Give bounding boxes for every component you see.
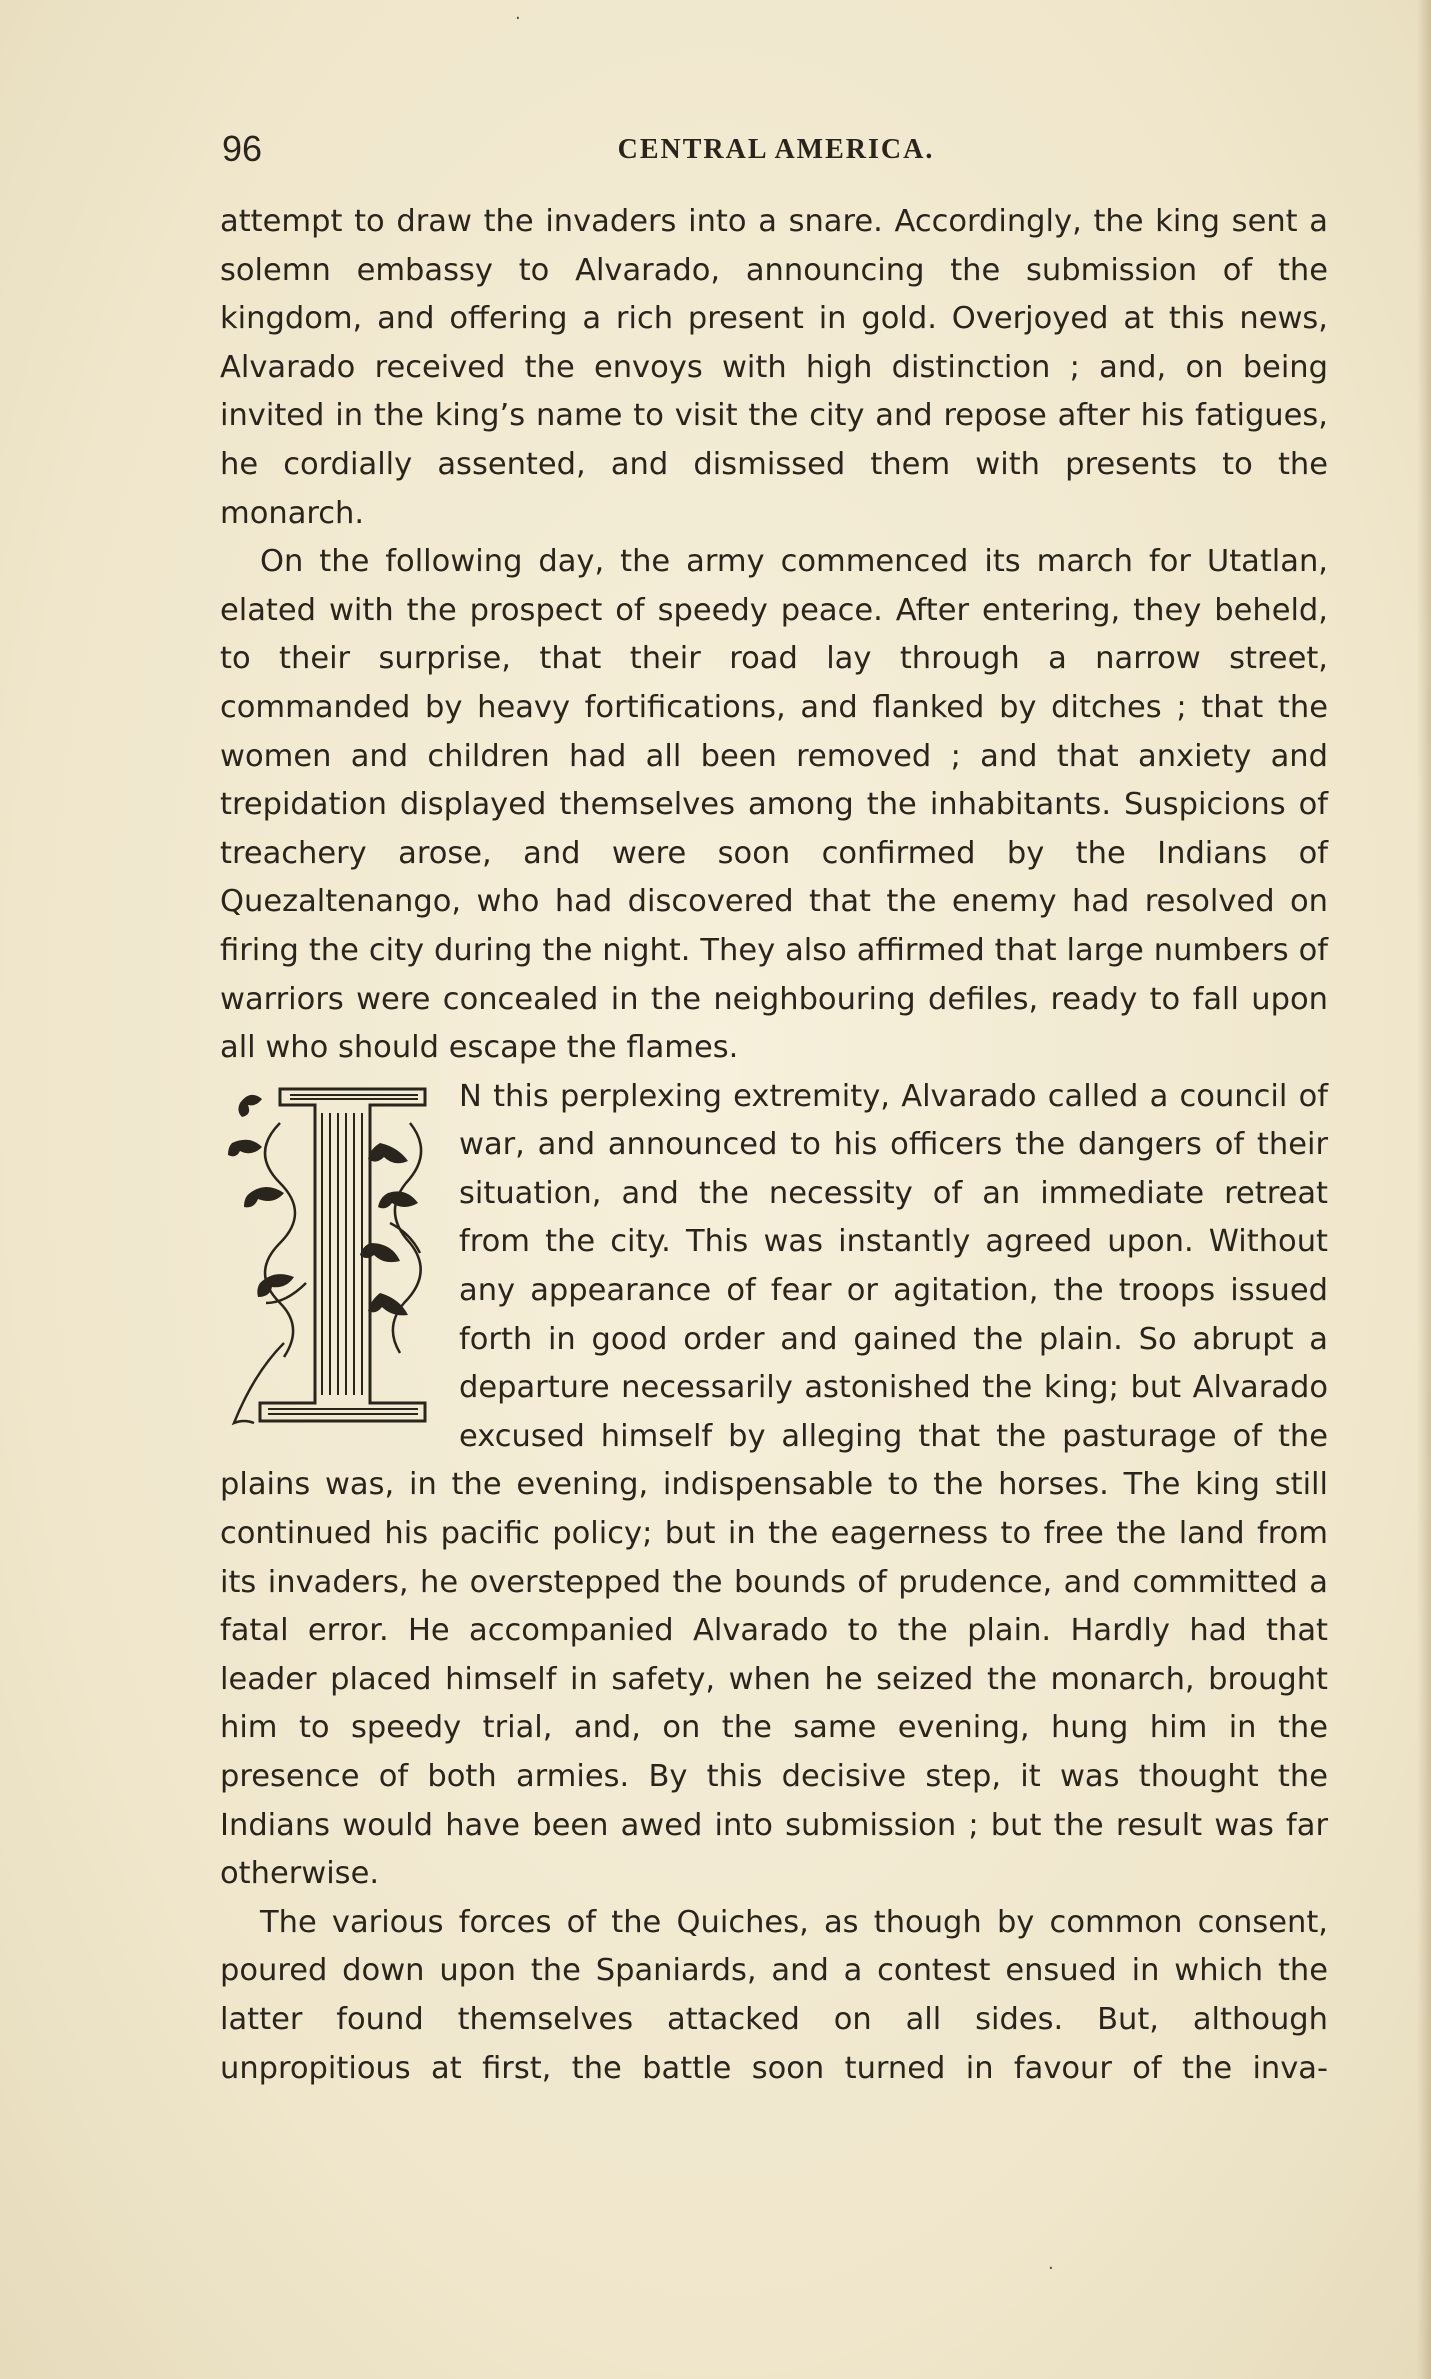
paragraph: On the following day, the army commenced its march for Utatlan, elated with the prospect of speedy peace. After entering, they beheld, to their surprise, that their road lay through a narrow street, commanded by heavy fortifications, and flanked by ditches ; that the women and children had all been removed ; and that anxiety and trepidation displayed themselves among the inhabitants. Suspicions of treachery arose, and were soon confirmed by the Indians of Quezaltenango, who had discovered that the enemy had resolved on firing the city during the night. They also affirmed that large numbers of warriors were concealed in the neighbouring defiles, ready to fall upon all who should escape the flames. <box>220 544 1328 1066</box>
paragraph: attempt to draw the invaders into a snare. Accordingly, the king sent a solemn embassy to Alvarado, announcing the submission of the kingdom, and offering a rich present in gold. Overjoyed at this news, Alvarado received the envoys with high distinction ; and, on being invited in the king’s name to visit the city and repose after his fatigues, he cordially assented, and dismissed them with presents to the monarch. <box>220 204 1328 531</box>
page-number: 96 <box>222 128 263 169</box>
running-title: CENTRAL AMERICA. <box>617 134 935 165</box>
body-text <box>220 198 1328 2093</box>
paragraph-with-drop-cap <box>220 1073 1328 1899</box>
ornamental-drop-cap-i <box>220 1083 445 1443</box>
paragraph: The various forces of the Quiches, as though by common consent, poured down upon the Spaniards, and a contest ensued in which the latter found themselves attacked on all sides. But, although unpropitious at first, the battle soon turned in favour of the inva- <box>220 1904 1328 2086</box>
print-speck: · <box>515 8 521 29</box>
page-edge-shadow <box>1417 0 1431 2379</box>
page-header <box>222 128 1330 178</box>
print-speck: · <box>1048 2258 1054 2279</box>
paragraph: N this perplexing extremity, Alvarado called a council of war, and announced to his officers the dangers of their situation, and the necessity of an immediate retreat from the city. This was instantly agreed upon. Without any appearance of fear or agitation, the troops issued forth in good order and gained the plain. So abrupt a departure necessarily astonished the king; but Alvarado excused himself by alleging that the pasturage of the plains was, in the evening, indispensable to the horses. The king still continued his pacific policy; but in the eagerness to free the land from its invaders, he overstepped the bounds of prudence, and committed a fatal error. He accompanied Alvarado to the plain. Hardly had that leader placed himself in safety, when he seized the monarch, brought him to speedy trial, and, on the same evening, hung him in the presence of both armies. By this decisive step, it was thought the Indians would have been awed into submission ; but the result was far otherwise. <box>220 1078 1328 1892</box>
